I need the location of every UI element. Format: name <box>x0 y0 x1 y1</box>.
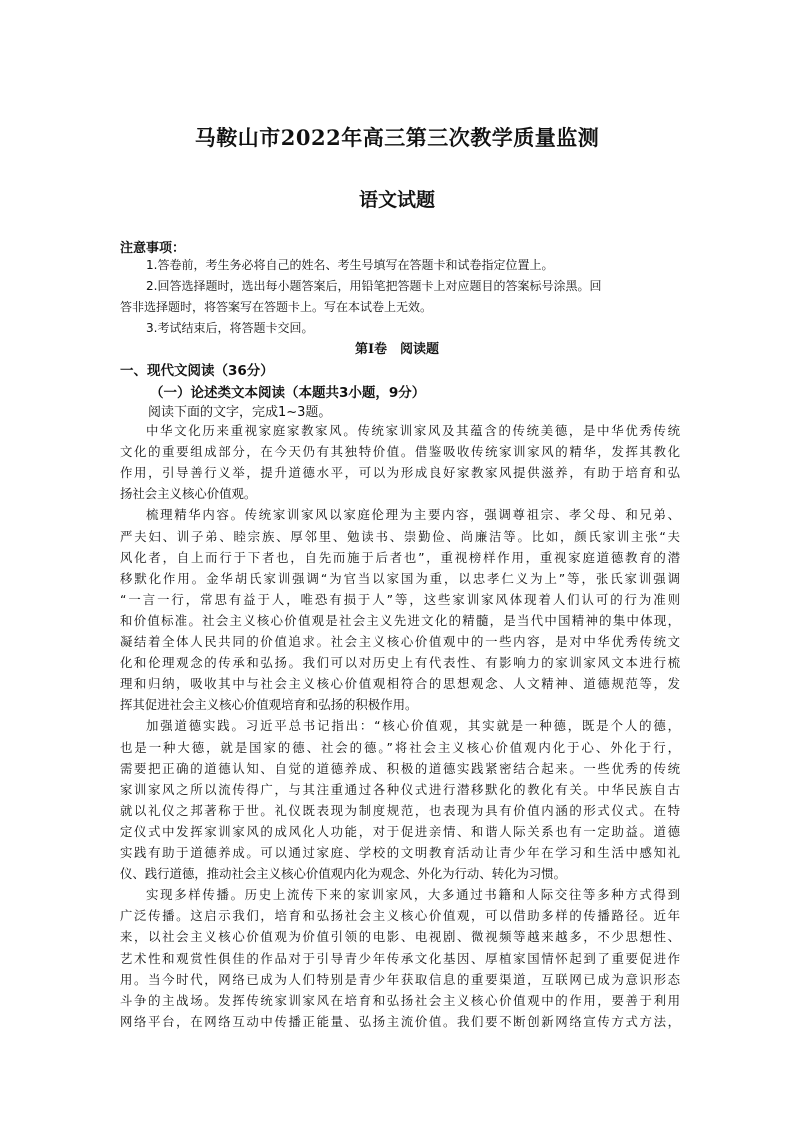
article-line: 就以礼仪之邦著称于世。礼仪既表现为制度规范，也表现为具有价值内涵的形式仪式。在特 <box>120 802 680 818</box>
part-heading: 第Ⅰ卷 阅读题 <box>354 342 440 357</box>
article-line: 艺术性和观赏性俱佳的作品对于引导青少年传承文化基因、厚植家国情怀起到了重要促进作 <box>120 950 680 966</box>
note-line: 1.答卷前，考生务必将自己的姓名、考生号填写在答题卡和试卷指定位置上。 <box>146 258 554 272</box>
article-line: 定仪式中发挥家训家风的成风化人功能，对于促进亲情、和谐人际关系也有一定助益。道德 <box>120 823 680 839</box>
article-line: 仪、践行道德，推动社会主义核心价值观内化为观念、外化为行动、转化为习惯。 <box>120 866 567 882</box>
article-line: 梳理精华内容。传统家训家风以家庭伦理为主要内容，强调尊祖宗、孝父母、和兄弟、 <box>146 507 680 523</box>
article-line: 严夫妇、训子弟、睦宗族、厚邻里、勉读书、崇勤俭、尚廉洁等。比如，颜氏家训主张“夫 <box>120 528 680 544</box>
article-line: 移默化作用。金华胡氏家训强调“为官当以家国为重，以忠孝仁义为上”等，张氏家训强调 <box>120 570 680 586</box>
page-title: 马鞍山市2022年高三第三次教学质量监测 <box>194 125 600 150</box>
article-line: 文化的重要组成部分，在今天仍有其独特价值。借鉴吸收传统家训家风的精华，发挥其教化 <box>120 444 680 460</box>
article-line: “一言一行，常思有益于人，唯恐有损于人”等，这些家训家风体现着人们认可的行为准则 <box>120 591 680 607</box>
article-line: 斗争的主战场。发挥传统家训家风在培育和弘扬社会主义核心价值观中的作用，要善于利用 <box>120 992 680 1008</box>
article-line: 凝结着全体人民共同的价值追求。社会主义核心价值观中的一些内容，是对中华优秀传统文 <box>120 634 680 649</box>
article-line: 广泛传播。这启示我们，培育和弘扬社会主义核心价值观，可以借助多样的传播路径。近年 <box>120 908 680 924</box>
article-line: 中华文化历来重视家庭家教家风。传统家训家风及其蕴含的传统美德，是中华优秀传统 <box>146 423 680 438</box>
notes-heading: 注意事项： <box>120 241 186 256</box>
note-line: 答非选择题时，将答案写在答题卡上。写在本试卷上无效。 <box>120 300 433 314</box>
article-line: 家训家风之所以流传得广，与其注重通过各种仪式进行潜移默化的教化有关。中华民族自古 <box>120 781 680 797</box>
article-line: 挥其促进社会主义核心价值观培育和弘扬的积极作用。 <box>120 697 418 713</box>
instruction: 阅读下面的文字，完成1~3题。 <box>148 405 332 420</box>
article-line: 理和归纳，吸收其中与社会主义核心价值观相符合的思想观念、人文精神、道德规范等，发 <box>120 676 680 692</box>
article-line: 实现多样传播。历史上流传下来的家训家风，大多通过书籍和人际交往等多种方式得到 <box>146 887 680 903</box>
article-line: 作用，引导善行义举，提升道德水平，可以为形成良好家教家风提供滋养，有助于培育和弘 <box>120 465 680 481</box>
article-line: 化和伦理观念的传承和弘扬。我们可以对历史上有代表性、有影响力的家训家风文本进行梳 <box>120 655 680 671</box>
article-line: 也是一种大德，就是国家的德、社会的德。”将社会主义核心价值观内化于心、外化于行， <box>120 739 680 755</box>
article-line: 加强道德实践。习近平总书记指出：“核心价值观，其实就是一种德，既是个人的德， <box>146 718 680 734</box>
article-line: 需要把正确的道德认知、自觉的道德养成、积极的道德实践紧密结合起来。一些优秀的传统 <box>120 760 680 776</box>
section-heading: 一、现代文阅读（36分） <box>120 363 274 379</box>
article-line: 实践有助于道德养成。可以通过家庭、学校的文明教育活动让青少年在学习和生活中感知礼 <box>120 845 680 860</box>
article-line: 和价值标准。社会主义核心价值观是社会主义先进文化的精髓，是当代中国精神的集中体现， <box>120 612 680 628</box>
article-line: 扬社会主义核心价值观。 <box>120 486 257 502</box>
article-line: 来，以社会主义核心价值观为价值引领的电影、电视剧、微视频等越来越多，不少思想性、 <box>120 929 680 945</box>
article-line: 网络平台，在网络互动中传播正能量、弘扬主流价值。我们要不断创新网络宣传方式方法， <box>120 1013 680 1029</box>
article-line: 用。当今时代，网络已成为人们特别是青少年获取信息的重要渠道，互联网已成为意识形态 <box>120 971 680 987</box>
note-line: 3.考试结束后，将答题卡交回。 <box>146 321 314 335</box>
article-line: 风化者，自上而行于下者也，自先而施于后者也”，重视榜样作用，重视家庭道德教育的潜 <box>120 549 680 565</box>
subsection-heading: （一）论述类文本阅读（本题共3小题，9分） <box>150 385 426 401</box>
page-subtitle: 语文试题 <box>358 189 435 211</box>
note-line: 2.回答选择题时，选出每小题答案后，用铅笔把答题卡上对应题目的答案标号涂黑。回 <box>146 279 602 293</box>
